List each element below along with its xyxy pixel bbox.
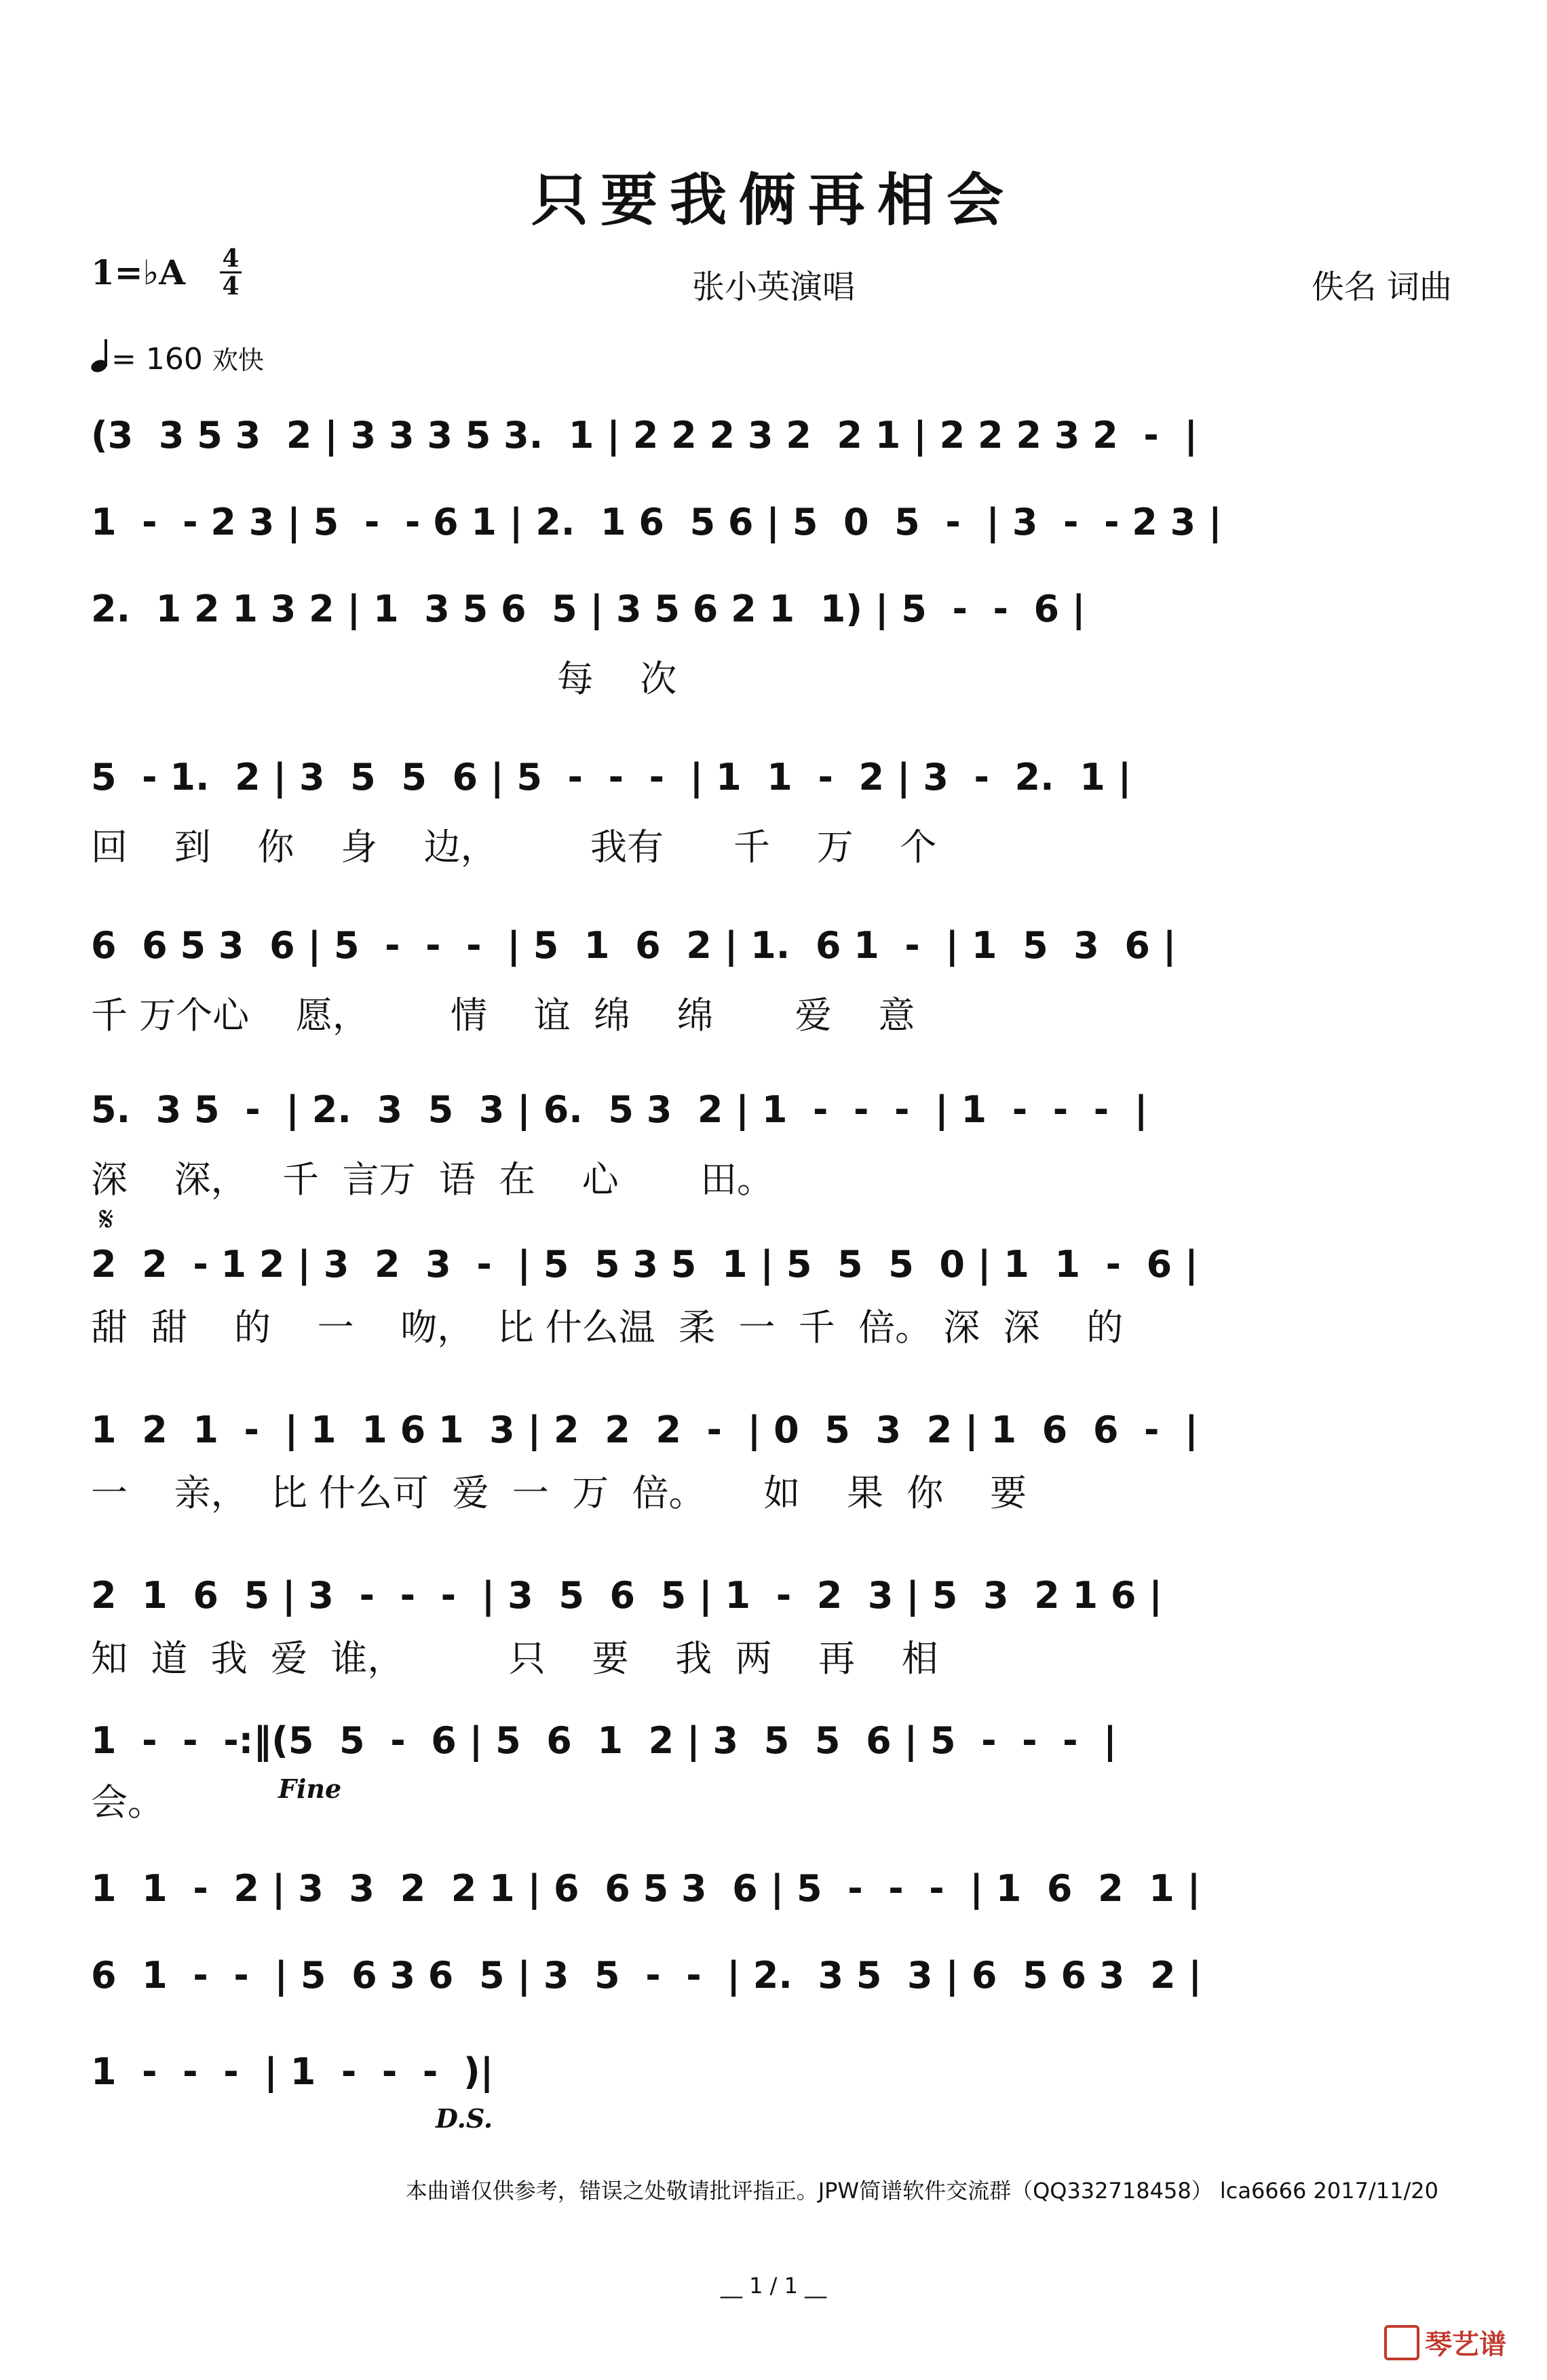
notation-row-6: 5. 3 5 - | 2. 3 5 3 | 6. 5 3 2 | 1 - - - | 1 - - - | bbox=[91, 1088, 1148, 1131]
lyric-row-5: 千 万个心 愿， 情 谊 绵 绵 爱 意 bbox=[91, 994, 915, 1037]
key-signature: 1=♭A bbox=[91, 252, 186, 292]
logo-icon bbox=[1384, 2325, 1419, 2360]
notation-row-7: 2 2 - 1 2 | 3 2 3 - | 5 5 3 5 1 | 5 5 5 0 | 1 1 - 6 | bbox=[91, 1243, 1198, 1286]
notation-row-8: 1 2 1 - | 1 1 6 1 3 | 2 2 2 - | 0 5 3 2 | 1 6 6 - | bbox=[91, 1408, 1198, 1451]
tempo-expression: 欢快 bbox=[212, 345, 264, 375]
singer-credit: 张小英演唱 bbox=[691, 268, 855, 306]
lyric-row-10: 会。 bbox=[91, 1781, 164, 1824]
notation-row-10: 1 - - -:‖(5 5 - 6 | 5 6 1 2 | 3 5 5 6 | 5 - - - | bbox=[91, 1719, 1117, 1762]
logo-text: 琴艺谱 bbox=[1425, 2329, 1506, 2360]
lyric-row-3: 每 次 bbox=[91, 657, 677, 700]
time-signature-top: 4 bbox=[222, 244, 240, 273]
site-logo bbox=[1384, 2323, 1506, 2362]
notation-row-11: 1 1 - 2 | 3 3 2 2 1 | 6 6 5 3 6 | 5 - - - | 1 6 2 1 | bbox=[91, 1867, 1201, 1910]
dal-segno-marking: D.S. bbox=[436, 2103, 493, 2134]
notation-row-13: 1 - - - | 1 - - - )| bbox=[91, 2050, 494, 2093]
tempo-value: = 160 bbox=[111, 342, 203, 377]
composer-credit: 佚名 词曲 bbox=[1311, 268, 1452, 306]
quarter-note-icon bbox=[91, 339, 111, 373]
tempo-marking bbox=[91, 339, 264, 377]
fine-marking: Fine bbox=[278, 1773, 342, 1804]
notation-row-2: 1 - - 2 3 | 5 - - 6 1 | 2. 1 6 5 6 | 5 0 5 - | 3 - - 2 3 | bbox=[91, 501, 1222, 543]
notation-row-3: 2. 1 2 1 3 2 | 1 3 5 6 5 | 3 5 6 2 1 1) | 5 - - 6 | bbox=[91, 588, 1086, 630]
notation-row-5: 6 6 5 3 6 | 5 - - - | 5 1 6 2 | 1. 6 1 - | 1 5 3 6 | bbox=[91, 924, 1177, 967]
time-signature-bottom: 4 bbox=[220, 271, 242, 299]
notation-row-9: 2 1 6 5 | 3 - - - | 3 5 6 5 | 1 - 2 3 | 5 3 2 1 6 | bbox=[91, 1574, 1162, 1617]
notation-row-12: 6 1 - - | 5 6 3 6 5 | 3 5 - - | 2. 3 5 3 | 6 5 6 3 2 | bbox=[91, 1954, 1202, 1997]
segno-sign: 𝄋 bbox=[99, 1199, 114, 1239]
lyric-row-4: 回 到 你 身 边， 我有 千 万 个 bbox=[91, 826, 937, 868]
notation-row-4: 5 - 1. 2 | 3 5 5 6 | 5 - - - | 1 1 - 2 | 3 - 2. 1 | bbox=[91, 756, 1132, 799]
page-number: __ 1 / 1 __ bbox=[720, 2273, 827, 2299]
song-title: 只要我俩再相会 bbox=[531, 166, 1016, 233]
notation-row-1: (3 3 5 3 2 | 3 3 3 5 3. 1 | 2 2 2 3 2 2 1 | 2 2 2 3 2 - | bbox=[91, 414, 1198, 457]
lyric-row-6: 深 深， 千 言万 语 在 心 田。 bbox=[91, 1158, 774, 1201]
footer-note: 本曲谱仅供参考，错误之处敬请批评指正。JPW简谱软件交流群（QQ332718458） lca6666 2017/11/20 bbox=[405, 2178, 1438, 2204]
lyric-row-9: 知 道 我 爱 谁， 只 要 我 两 再 相 bbox=[91, 1637, 938, 1680]
lyric-row-7: 甜 甜 的 一 吻， 比 什么温 柔 一 千 倍。 深 深 的 bbox=[91, 1306, 1124, 1349]
lyric-row-8: 一 亲， 比 什么可 爱 一 万 倍。 如 果 你 要 bbox=[91, 1472, 1027, 1514]
